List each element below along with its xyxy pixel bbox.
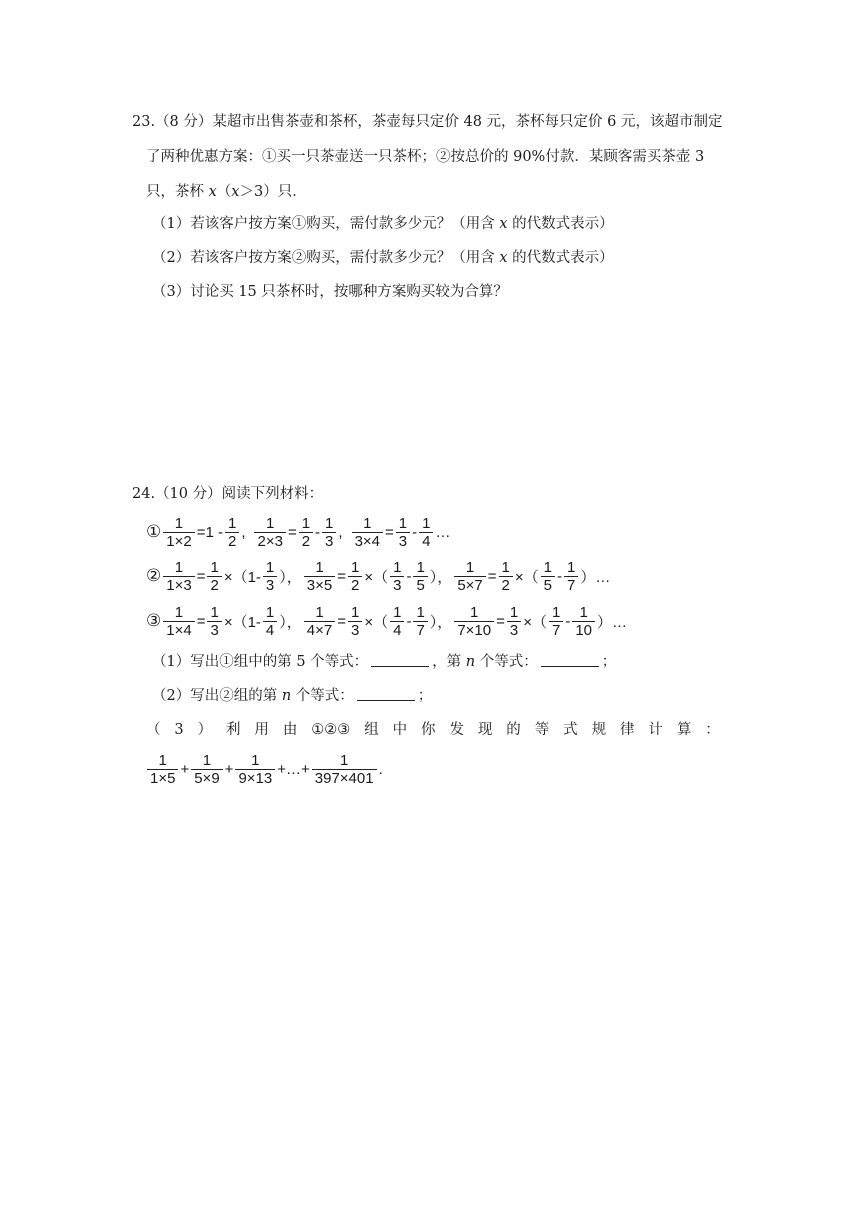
char: 由 (282, 722, 298, 738)
fraction: $\frac{1}{3}$ (207, 604, 221, 639)
fraction: $\frac{1}{2}$ (207, 559, 221, 594)
fraction: $\frac{1}{5\times 7}$ (454, 559, 485, 594)
fraction: $\frac{1}{397\times 401}$ (312, 752, 377, 787)
row3-marker: ③ (146, 611, 162, 630)
q23-part1: （1）若该客户按方案①购买，需付款多少元？（用含 x 的代数式表示） (152, 216, 614, 232)
q24-row3: ③ $\frac{1}{1\times 4}$ = $\frac{1}{3}$ ×（1- $\frac{1}{4}$ ）， $\frac{1}{4\times 7}$ = $\frac{1}{3}$ ×（ $\frac{1}{4}$ - $\frac{1}{7}$ ）， $\frac{1}{7\times 10}$ = $\frac{1}{3}$ ×（ $\frac{1}{7}$ - $\frac{1}{10}$ ）… (146, 603, 628, 639)
char: 你 (421, 722, 436, 738)
row2-marker: ② (146, 566, 162, 585)
fraction: $\frac{1}{7}$ (413, 604, 427, 639)
char: 规 (591, 722, 607, 738)
fraction: $\frac{1}{1\times 5}$ (147, 752, 178, 787)
fraction: $\frac{1}{3}$ (263, 559, 277, 594)
fraction: $\frac{1}{3}$ (507, 604, 521, 639)
fraction: $\frac{1}{3}$ (348, 604, 362, 639)
char: 组 (364, 722, 379, 738)
char: 用 (254, 722, 269, 738)
char: 算 (676, 722, 692, 738)
fraction: $\frac{1}{2\times 3}$ (254, 515, 285, 550)
q24-part2: （2）写出②组的第 n 个等式： ； (152, 688, 433, 704)
fraction: $\frac{1}{1\times 4}$ (163, 604, 194, 639)
char: （ (146, 722, 161, 738)
fraction: $\frac{1}{3\times 5}$ (304, 559, 335, 594)
row1-marker: ① (146, 522, 162, 541)
q23-part2: （2）若该客户按方案②购买，需付款多少元？（用含 x 的代数式表示） (152, 250, 614, 266)
q23-line3: 只，茶杯 x（x＞3）只． (146, 184, 307, 200)
fraction: $\frac{1}{7}$ (549, 604, 563, 639)
q24-row1: ① $\frac{1}{1\times 2}$ =1 - $\frac{1}{2}$ , $\frac{1}{2\times 3}$ = $\frac{1}{2}$ - $\frac{1}{3}$ , $\frac{1}{3\times 4}$ = $\frac{1}{3}$ - $\frac{1}{4}$ … (146, 514, 451, 550)
fraction: $\frac{1}{5\times 9}$ (191, 752, 222, 787)
q24-title: 24.（10 分）阅读下列材料： (132, 486, 324, 502)
fraction: $\frac{1}{3}$ (322, 515, 336, 550)
q24-part1: （1）写出①组中的第 5 个等式： ，第 n 个等式： ； (152, 654, 617, 670)
fraction: $\frac{1}{4\times 7}$ (304, 604, 335, 639)
answer-blank (357, 686, 415, 701)
fraction: $\frac{1}{2}$ (299, 515, 313, 550)
char: 现 (477, 722, 493, 738)
fraction: $\frac{1}{2}$ (225, 515, 239, 550)
char: 发 (449, 722, 464, 738)
fraction: $\frac{1}{10}$ (572, 604, 595, 639)
char: 等 (534, 722, 550, 738)
fraction: $\frac{1}{7\times 10}$ (454, 604, 494, 639)
fraction: $\frac{1}{4}$ (419, 515, 433, 550)
char: ） (197, 722, 213, 738)
fraction: $\frac{1}{3}$ (390, 559, 404, 594)
fraction: $\frac{1}{1\times 2}$ (163, 515, 194, 550)
fraction: $\frac{1}{3}$ (396, 515, 410, 550)
q24-part3 (146, 720, 720, 740)
fraction: $\frac{1}{2}$ (499, 559, 513, 594)
char: 3 (174, 722, 184, 738)
fraction: $\frac{1}{2}$ (348, 559, 362, 594)
fraction: $\frac{1}{9\times 13}$ (235, 752, 275, 787)
char: ①②③ (311, 722, 351, 738)
char: 式 (563, 722, 578, 738)
q23-part3: （3）讨论买 15 只茶杯时，按哪种方案购买较为合算？ (152, 284, 508, 300)
char: ： (705, 722, 720, 738)
fraction: $\frac{1}{5}$ (541, 559, 555, 594)
fraction: $\frac{1}{3\times 4}$ (352, 515, 383, 550)
fraction: $\frac{1}{7}$ (564, 559, 578, 594)
fraction: $\frac{1}{4}$ (263, 604, 277, 639)
char: 律 (619, 722, 635, 738)
answer-blank (541, 652, 599, 667)
fraction: $\frac{1}{1\times 3}$ (163, 559, 194, 594)
answer-blank (371, 652, 429, 667)
q23-line2: 了两种优惠方案：①买一只茶壶送一只茶杯；②按总价的 90%付款．某顾客需买茶壶 3 (146, 149, 705, 165)
q24-sum-expression: $\frac{1}{1\times 5}$ + $\frac{1}{5\times 9}$ + $\frac{1}{9\times 13}$ +…+ $\frac{1}{397\times 401}$ . (146, 748, 384, 790)
fraction: $\frac{1}{4}$ (390, 604, 404, 639)
char: 的 (506, 722, 521, 738)
q23-line1: 23.（8 分）某超市出售茶壶和茶杯，茶壶每只定价 48 元，茶杯每只定价 6 元，该超市制定 (132, 114, 723, 130)
char: 利 (226, 722, 241, 738)
q24-row2: ② $\frac{1}{1\times 3}$ = $\frac{1}{2}$ ×（1- $\frac{1}{3}$ ）， $\frac{1}{3\times 5}$ = $\frac{1}{2}$ ×（ $\frac{1}{3}$ - $\frac{1}{5}$ ）， $\frac{1}{5\times 7}$ = $\frac{1}{2}$ ×（ $\frac{1}{5}$ - $\frac{1}{7}$ ）… (146, 558, 611, 594)
char: 中 (392, 722, 408, 738)
char: 计 (648, 722, 663, 738)
fraction: $\frac{1}{5}$ (413, 559, 427, 594)
